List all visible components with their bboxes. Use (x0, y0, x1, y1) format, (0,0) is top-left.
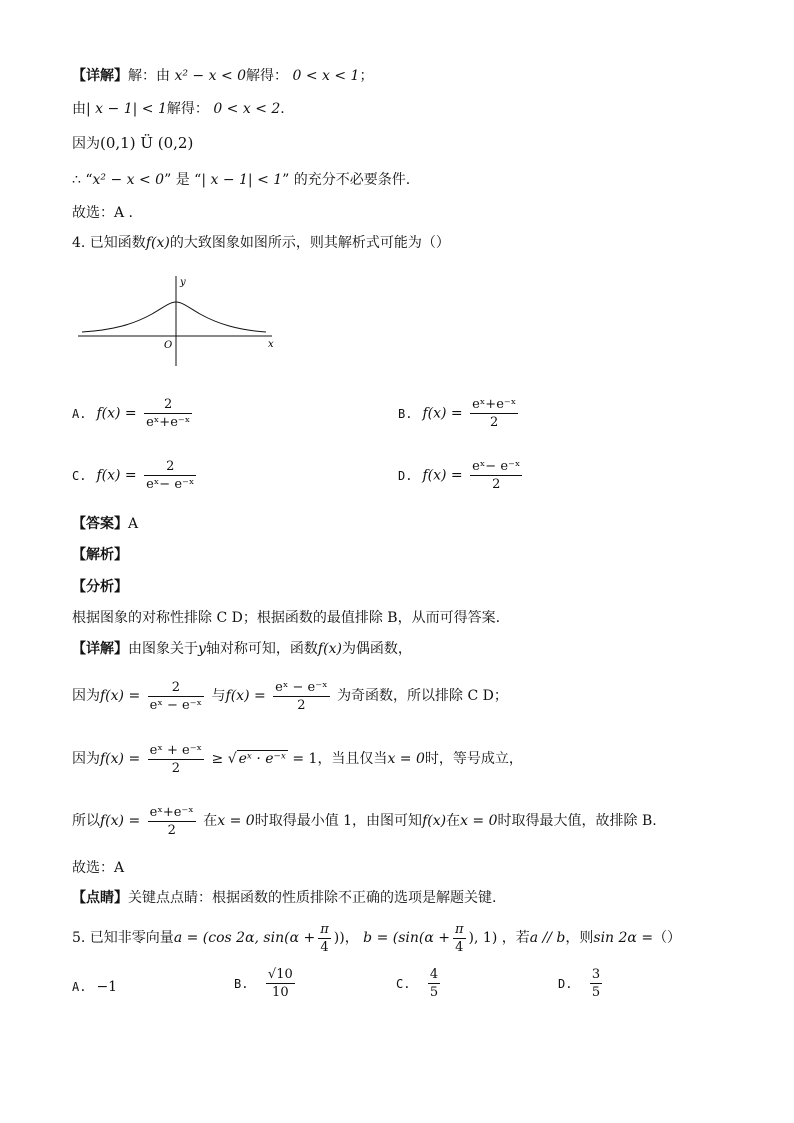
x-label: x (268, 339, 274, 350)
option-c[interactable]: C. f(x) = $\frac{2}{\text{eˣ− e⁻ˣ}}$ (72, 459, 195, 492)
option-d[interactable]: D. f(x) = $\frac{\text{eˣ− e⁻ˣ}}{2}$ (398, 459, 521, 492)
detail-line-4: ∴ “x² − x < 0” 是 “| x − 1| < 1” 的充分不必要条件. (72, 172, 411, 188)
detail-tag: 【详解】 (72, 68, 128, 84)
origin-label: O (164, 340, 173, 351)
detail-line-3: 因为(0,1) Ü (0,2) (72, 134, 194, 152)
analysis-heading: 【解析】 (72, 547, 128, 563)
q5-option-b[interactable]: B. $\frac{√10}{10}$ (234, 967, 293, 1000)
detail3-line: 因为f(x) = $\frac{2}{\text{eˣ − e⁻ˣ}}$ 与f(x) = $\frac{\text{eˣ − e⁻ˣ}}{2}$ 为奇函数，所以排除 C D； (72, 679, 508, 713)
fenxi-text: 根据图象的对称性排除 C D；根据函数的最值排除 B，从而可得答案. (72, 610, 501, 626)
question-4-stem: 4. 已知函数f(x)的大致图象如图所示，则其解析式可能为（） (72, 235, 450, 251)
detail-line-1: 【详解】解：由 x² − x < 0解得： 0 < x < 1； (72, 68, 374, 84)
detail2-line: 【详解】由图象关于y轴对称可知，函数f(x)为偶函数， (72, 641, 412, 657)
detail5-line: 所以f(x) = $\frac{\text{eˣ+e⁻ˣ}}{2}$ 在x = 0时取得最小值 1，由图可知f(x)在x = 0时取得最大值，故排除 B. (72, 804, 657, 838)
detail-line-2: 由| x − 1| < 1解得： 0 < x < 2. (72, 101, 285, 117)
keypoint-line: 【点睛】关键点点睛：根据函数的性质排除不正确的选项是解题关键. (72, 890, 497, 906)
option-b[interactable]: B. f(x) = $\frac{\text{eˣ+e⁻ˣ}}{2}$ (398, 397, 517, 430)
option-a[interactable]: A. f(x) = $\frac{2}{\text{eˣ+e⁻ˣ}}$ (72, 397, 191, 430)
choose-line-1: 故选：A . (72, 205, 134, 221)
detail4-line: 因为f(x) = $\frac{\text{eˣ + e⁻ˣ}}{2}$ ≥ √ eˣ · e⁻ˣ = 1，当且仅当x = 0时，等号成立， (72, 742, 523, 776)
fenxi-heading: 【分析】 (72, 579, 128, 595)
q5-option-a[interactable]: A. −1 (72, 979, 118, 995)
choose-line-2: 故选：A (72, 860, 125, 876)
curve (82, 302, 266, 332)
function-graph (74, 272, 284, 368)
y-label: y (180, 277, 186, 288)
answer-line: 【答案】A (72, 516, 139, 532)
q5-option-d[interactable]: D. $\frac{3}{5}$ (558, 967, 601, 1000)
question-5-stem: 5. 已知非零向量a = (cos 2α, sin(α + $\frac{\pi}{4}$ ))， b = (sin(α + $\frac{\pi}{4}$ ), 1) ，若a // b，则sin 2α =（） (72, 921, 682, 955)
q5-option-c[interactable]: C. $\frac{4}{5}$ (396, 967, 439, 1000)
